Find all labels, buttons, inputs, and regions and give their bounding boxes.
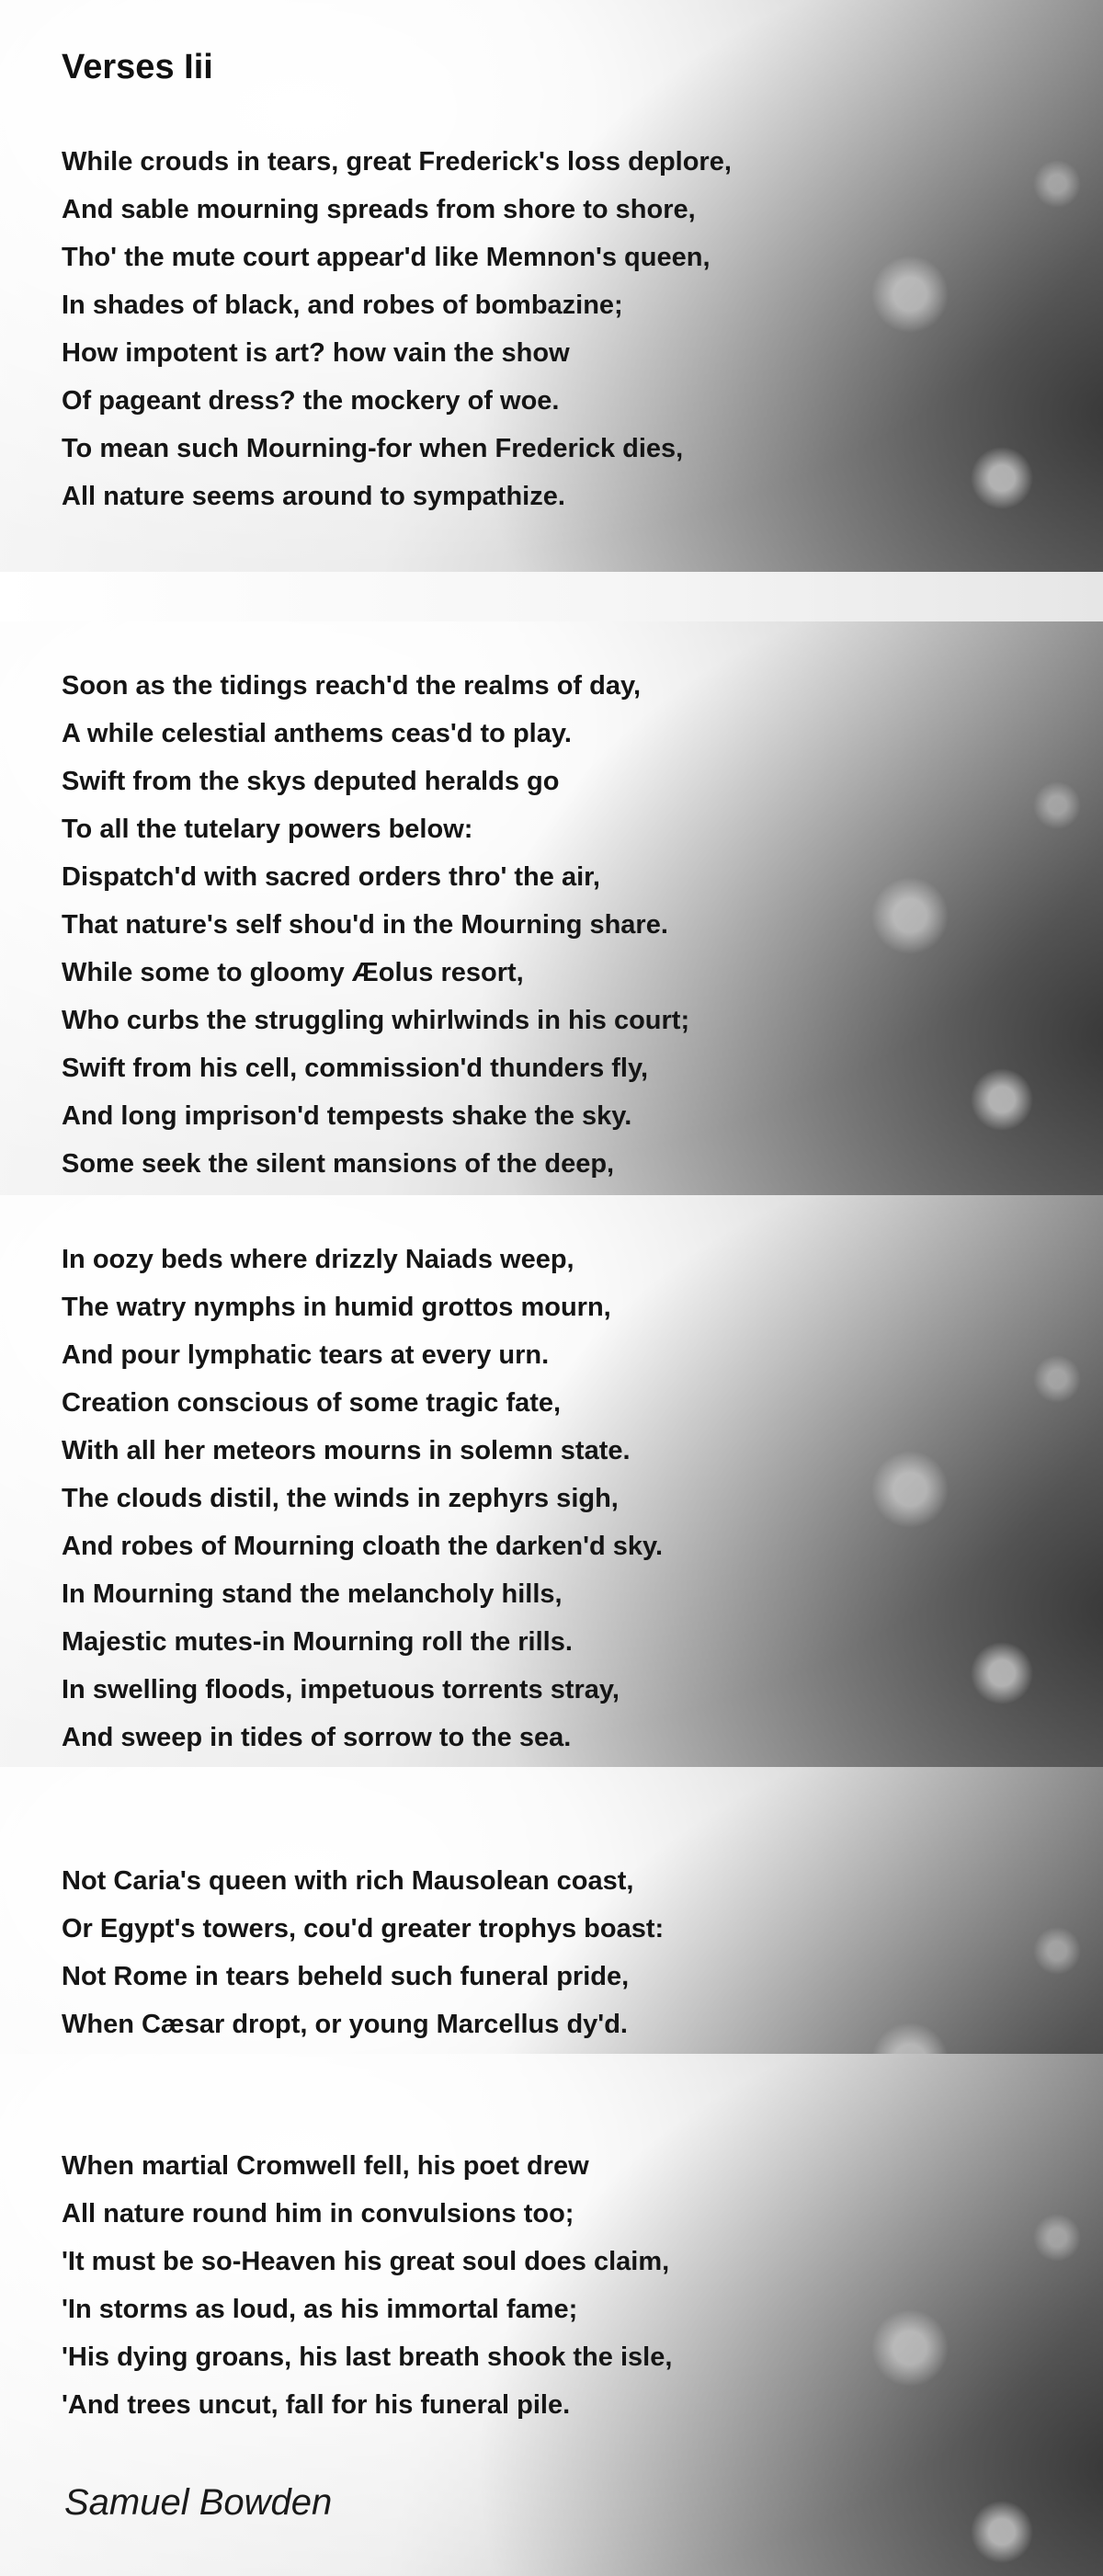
- poem-line: Creation conscious of some tragic fate,: [62, 1388, 562, 1418]
- stanza: [62, 2142, 672, 2429]
- poem-line: And long imprison'd tempests shake the sky.: [62, 1101, 632, 1131]
- poem-line: 'And trees uncut, fall for his funeral pile.: [62, 2390, 571, 2420]
- poem-line: Some seek the silent mansions of the deep,: [62, 1149, 615, 1179]
- poem-line: And sable mourning spreads from shore to shore,: [62, 195, 696, 224]
- poem-line: 'It must be so-Heaven his great soul does claim,: [62, 2247, 670, 2276]
- stanza: [62, 1236, 663, 1761]
- poem-line: While crouds in tears, great Frederick's loss deplore,: [62, 147, 732, 177]
- poem-title: Verses Iii: [62, 48, 213, 86]
- poem-line: And pour lymphatic tears at every urn.: [62, 1340, 550, 1370]
- poem-line: How impotent is art? how vain the show: [62, 338, 570, 368]
- poem-line: Or Egypt's towers, cou'd greater trophys boast:: [62, 1914, 665, 1943]
- poem-line: Majestic mutes-in Mourning roll the rills.: [62, 1627, 573, 1657]
- poem-line: Swift from the skys deputed heralds go: [62, 767, 560, 796]
- poem-line: Dispatch'd with sacred orders thro' the air,: [62, 862, 600, 892]
- poem-line: In shades of black, and robes of bombazine;: [62, 291, 623, 320]
- poem-line: All nature seems around to sympathize.: [62, 482, 565, 511]
- poem-line: All nature round him in convulsions too;: [62, 2199, 574, 2228]
- poem-line: In swelling floods, impetuous torrents stray,: [62, 1675, 620, 1704]
- stanza: [62, 662, 689, 1188]
- poem-line: While some to gloomy Æolus resort,: [62, 958, 524, 987]
- poem-line: To mean such Mourning-for when Frederick dies,: [62, 434, 684, 463]
- poem-line: In oozy beds where drizzly Naiads weep,: [62, 1245, 574, 1274]
- poem-line: 'His dying groans, his last breath shook the isle,: [62, 2342, 673, 2372]
- poem-line: Who curbs the struggling whirlwinds in his court;: [62, 1006, 690, 1035]
- poem-line: 'In storms as loud, as his immortal fame;: [62, 2295, 578, 2324]
- poem-line: When martial Cromwell fell, his poet drew: [62, 2151, 589, 2181]
- poem-line: With all her meteors mourns in solemn state.: [62, 1436, 631, 1465]
- poem-line: And sweep in tides of sorrow to the sea.: [62, 1723, 572, 1752]
- stanza: [62, 1857, 664, 2048]
- poem-line: Not Caria's queen with rich Mausolean coast,: [62, 1866, 634, 1896]
- poem-line: To all the tutelary powers below:: [62, 815, 473, 844]
- panel-divider: [0, 572, 1103, 621]
- stanza: [62, 138, 732, 520]
- poem-line: Soon as the tidings reach'd the realms of day,: [62, 671, 641, 701]
- poem-line: When Cæsar dropt, or young Marcellus dy'd.: [62, 2010, 628, 2039]
- poem-line: The watry nymphs in humid grottos mourn,: [62, 1293, 611, 1322]
- poem-line: Not Rome in tears beheld such funeral pride,: [62, 1962, 630, 1991]
- poem-line: And robes of Mourning cloath the darken'd sky.: [62, 1532, 664, 1561]
- poem-line: That nature's self shou'd in the Mourning share.: [62, 910, 668, 940]
- poem-author: Samuel Bowden: [64, 2482, 333, 2523]
- poem-line: Of pageant dress? the mockery of woe.: [62, 386, 560, 416]
- poem-line: A while celestial anthems ceas'd to play.: [62, 719, 572, 748]
- poem-line: In Mourning stand the melancholy hills,: [62, 1579, 563, 1609]
- poem-line: Tho' the mute court appear'd like Memnon's queen,: [62, 243, 711, 272]
- poem-line: The clouds distil, the winds in zephyrs sigh,: [62, 1484, 619, 1513]
- poem-line: Swift from his cell, commission'd thunders fly,: [62, 1054, 649, 1083]
